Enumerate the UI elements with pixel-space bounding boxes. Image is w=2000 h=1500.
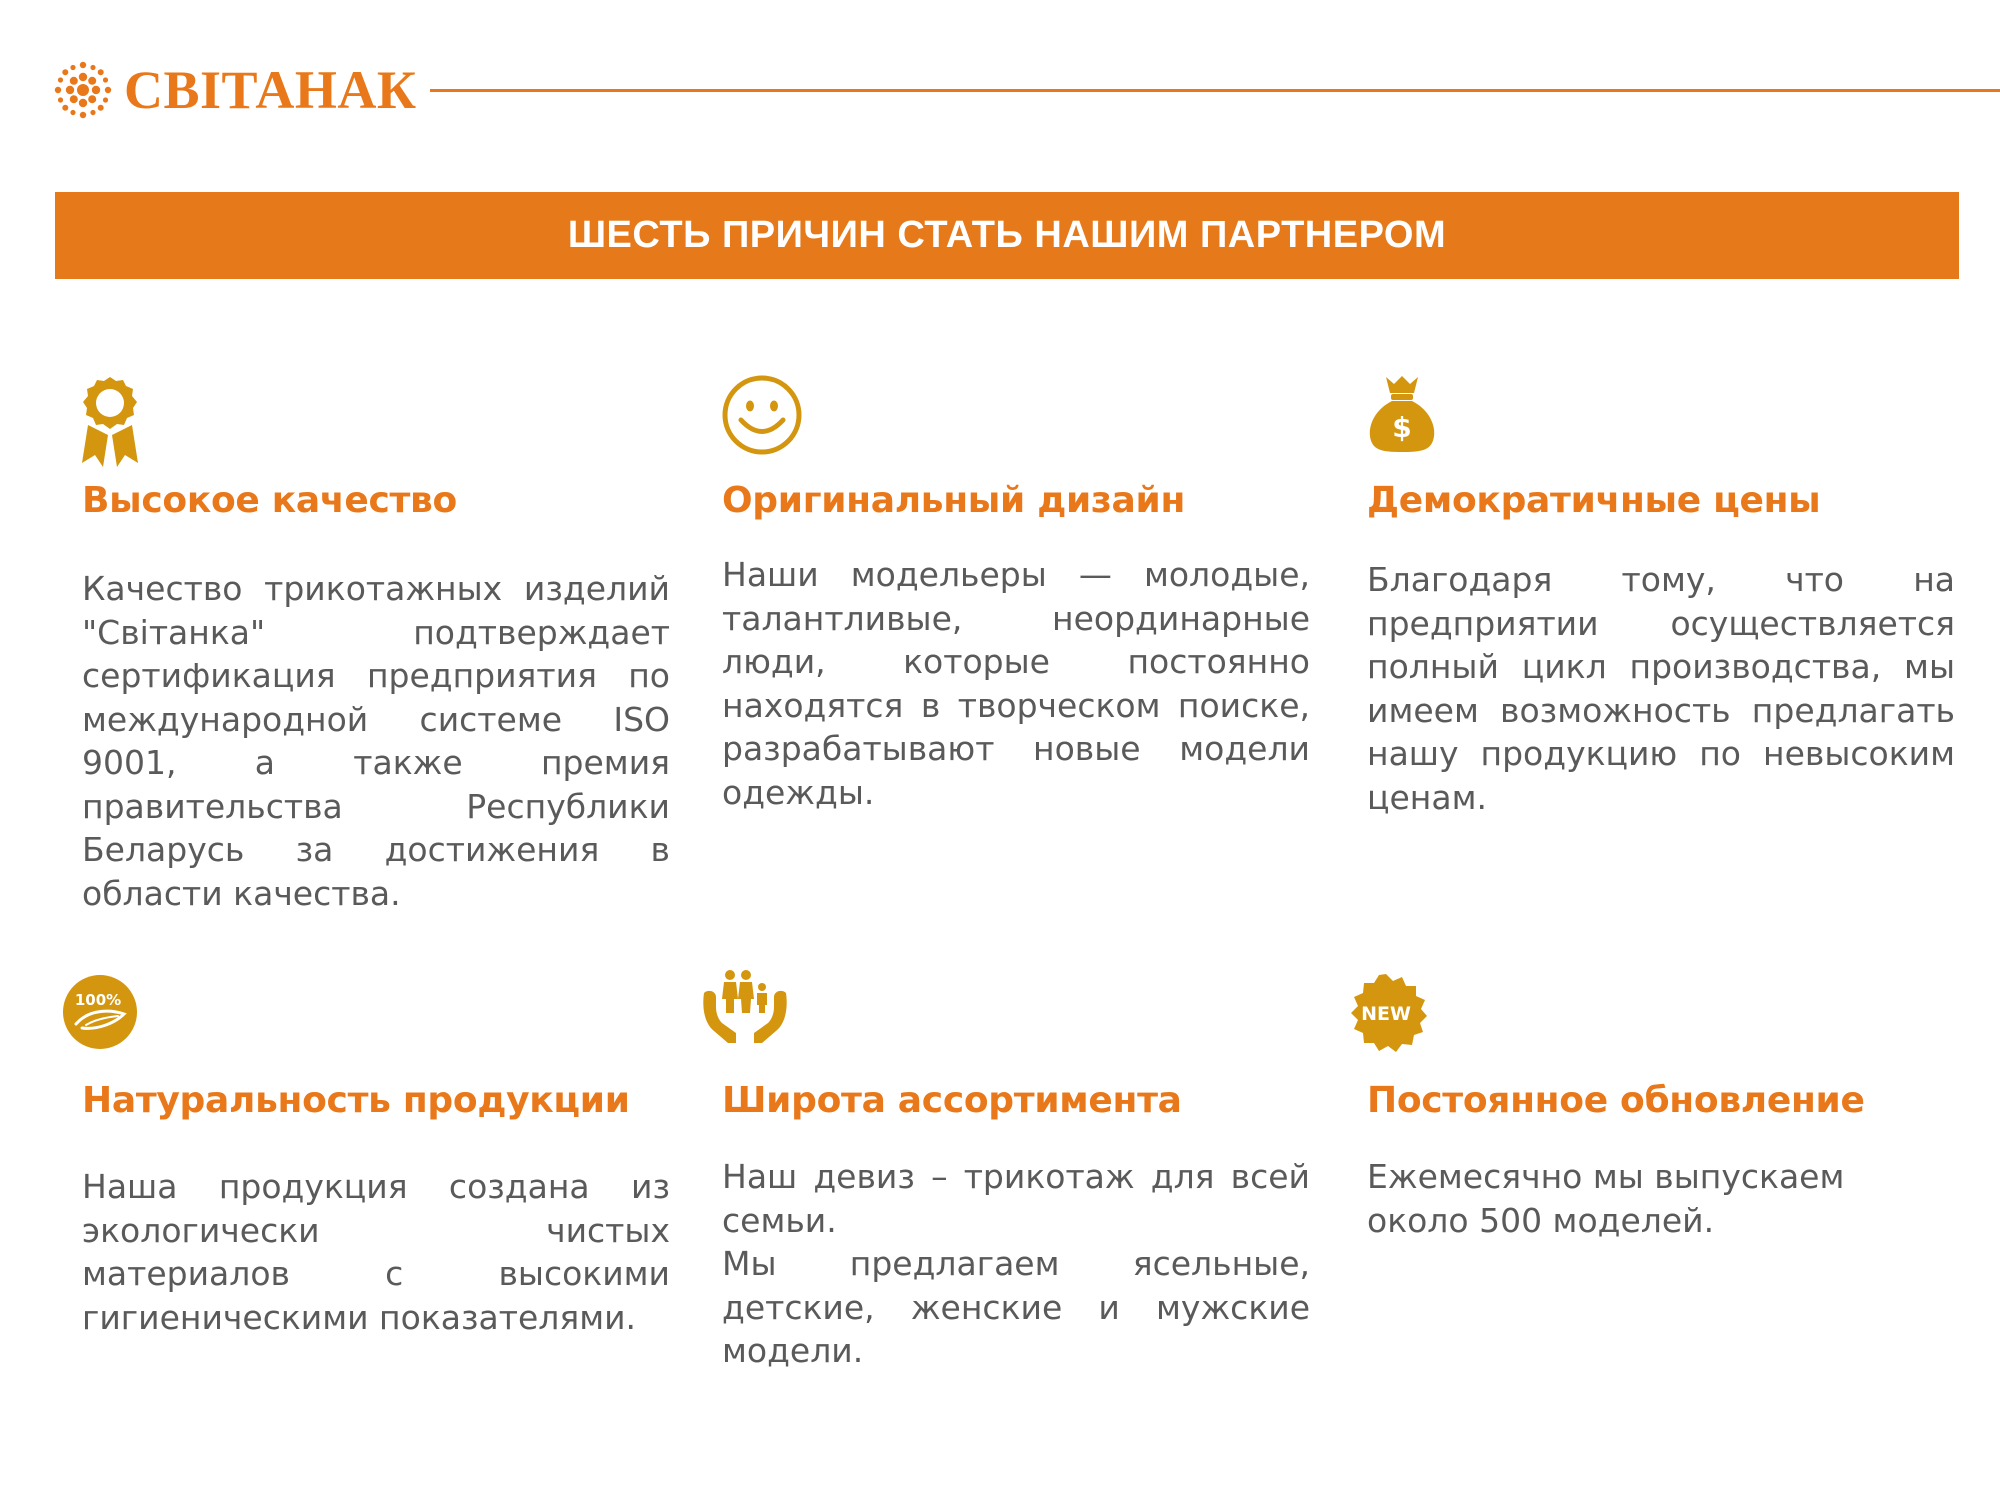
reason-text: Наша продукция создана из экологически чистых материалов с высокими гигиеническими показателями.: [82, 1167, 670, 1337]
new-badge-icon: [1345, 972, 1427, 1054]
title-banner: [55, 192, 1959, 279]
new-badge-label: NEW: [1361, 1003, 1411, 1025]
company-logo[interactable]: [52, 58, 417, 122]
reason-title: Широта ассортимента: [722, 1080, 1182, 1121]
award-ribbon-icon: [80, 375, 140, 471]
natural-badge-label: 100%: [74, 991, 122, 1009]
natural-100-percent-icon: [60, 972, 140, 1052]
reason-title: Постоянное обновление: [1367, 1080, 1865, 1121]
svg-text:$: $: [1392, 411, 1412, 444]
page-title: ШЕСТЬ ПРИЧИН СТАТЬ НАШИМ ПАРТНЕРОМ: [567, 214, 1447, 256]
smiley-face-icon: [720, 373, 804, 457]
reason-text: Качество трикотажных изделий "Світанка" подтверждает сертификация предприятия по международной системе ISO 9001, а также премия правительства Республики Беларусь за достижения в области качества.: [82, 569, 670, 913]
header-divider: [430, 89, 2000, 92]
family-hands-icon: [700, 967, 790, 1053]
reason-title: Натуральность продукции: [82, 1080, 630, 1121]
reason-title: Демократичные цены: [1367, 480, 1821, 521]
reason-text-line: Мы предлагаем ясельные, детские, женские и мужские модели.: [722, 1244, 1310, 1370]
reason-text-line: Наш девиз – трикотаж для всей семьи.: [722, 1157, 1310, 1240]
reason-title: Оригинальный дизайн: [722, 480, 1186, 521]
sun-dots-logo-icon: [52, 59, 114, 121]
money-bag-icon: [1364, 373, 1440, 453]
reason-text: Ежемесячно мы выпускаем около 500 моделей.: [1367, 1157, 1845, 1240]
reason-text: Благодаря тому, что на предприятии осуществляется полный цикл производства, мы имеем возможность предлагать нашу продукцию по невысоким ценам.: [1367, 560, 1955, 817]
reason-text: [722, 1155, 1310, 1373]
logo-text: СВІТАНАК: [124, 60, 417, 120]
reason-text: Наши модельеры — молодые, талантливые, неординарные люди, которые постоянно находятся в творческом поиске, разрабатывают новые модели одежды.: [722, 555, 1310, 812]
reason-title: Высокое качество: [82, 480, 457, 521]
